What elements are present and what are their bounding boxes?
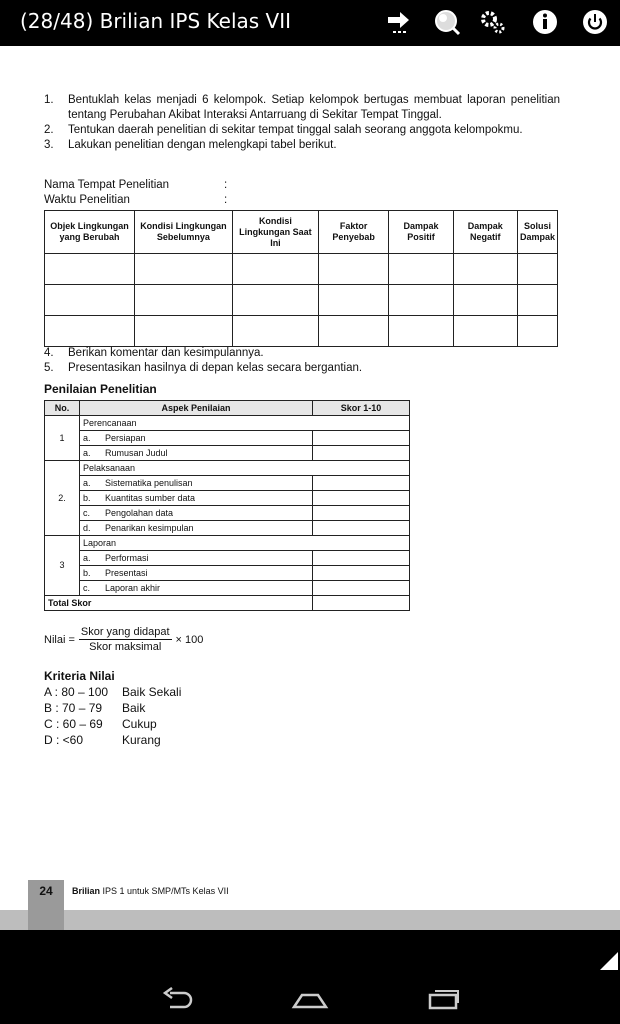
column-header: Faktor Penyebab	[319, 211, 389, 254]
app-title: (28/48) Brilian IPS Kelas VII	[20, 9, 292, 33]
table-row: d. Penarikan kesimpulan	[45, 521, 410, 536]
instruction-item: 3. Lakukan penelitian dengan melengkapi tabel berikut.	[44, 139, 337, 151]
table-row: 3 Laporan	[45, 536, 410, 551]
criteria-title: Kriteria Nilai	[44, 669, 115, 683]
back-icon[interactable]	[158, 984, 198, 1014]
observation-table	[44, 210, 558, 347]
page-number: 24	[28, 880, 64, 930]
instruction-list	[44, 93, 560, 153]
score-cell	[313, 476, 410, 491]
assessment-table	[44, 400, 410, 611]
table-row: a. Persiapan	[45, 431, 410, 446]
score-formula: Nilai = $\frac{\text{Skor yang didapat}}{\text{Skor maksimal}}$ × 100	[44, 626, 204, 653]
table-row	[45, 316, 558, 347]
column-header: Kondisi Lingkungan Saat Ini	[232, 211, 318, 254]
column-header: Dampak Positif	[389, 211, 453, 254]
score-cell	[313, 566, 410, 581]
settings-icon[interactable]	[478, 7, 508, 37]
score-cell	[313, 596, 410, 611]
recent-apps-icon[interactable]	[424, 984, 464, 1014]
column-header: Objek Lingkungan yang Berubah	[45, 211, 135, 254]
column-header: Solusi Dampak	[517, 211, 557, 254]
table-row: a. Performasi	[45, 551, 410, 566]
table-row: a. Sistematika penulisan	[45, 476, 410, 491]
score-cell	[313, 491, 410, 506]
column-header: Aspek Penilaian	[80, 401, 313, 416]
fraction: $\frac{\text{Skor yang didapat}}{\text{Skor maksimal}}$	[80, 626, 170, 653]
table-row: c. Pengolahan data	[45, 506, 410, 521]
score-cell	[313, 551, 410, 566]
score-cell	[313, 446, 410, 461]
footer-band	[0, 910, 620, 930]
grading-criteria	[44, 668, 181, 748]
resize-corner-icon[interactable]	[598, 950, 620, 972]
score-cell	[313, 506, 410, 521]
table-row: 2. Pelaksanaan	[45, 461, 410, 476]
list-item: D : <60 Kurang	[44, 733, 161, 747]
table-row: b. Presentasi	[45, 566, 410, 581]
table-row: b. Kuantitas sumber data	[45, 491, 410, 506]
assessment-title: Penilaian Penelitian	[44, 382, 157, 396]
total-row: Total Skor	[45, 596, 410, 611]
column-header: No.	[45, 401, 80, 416]
column-header: Skor 1-10	[313, 401, 410, 416]
book-page	[0, 46, 620, 930]
next-arrow-icon[interactable]	[383, 7, 413, 37]
score-cell	[313, 581, 410, 596]
research-info: Nama Tempat Penelitian : Waktu Penelitian :	[44, 179, 228, 206]
list-item: C : 60 – 69 Cukup	[44, 717, 157, 731]
table-header-row	[45, 401, 410, 416]
info-icon[interactable]	[530, 7, 560, 37]
list-item: A : 80 – 100 Baik Sekali	[44, 685, 182, 699]
table-row	[45, 254, 558, 285]
table-header-row	[45, 211, 558, 254]
instruction-item: 4. Berikan komentar dan kesimpulannya.	[44, 347, 264, 359]
page-footer	[0, 880, 620, 930]
table-row: a. Rumusan Judul	[45, 446, 410, 461]
list-item: B : 70 – 79 Baik	[44, 701, 146, 715]
time-label: Waktu Penelitian	[44, 194, 130, 206]
place-label: Nama Tempat Penelitian	[44, 179, 170, 191]
instruction-item: 1. Bentuklah kelas menjadi 6 kelompok. Setiap kelompok bertugas membuat laporan penelitian tentang Perubahan Akibat Interaksi Antarruang di Sekitar Tempat Tinggal.	[44, 94, 560, 121]
score-cell	[313, 431, 410, 446]
table-row	[45, 285, 558, 316]
footer-text: Brilian IPS 1 untuk SMP/MTs Kelas VII	[72, 886, 229, 896]
instruction-item: 2. Tentukan daerah penelitian di sekitar tempat tinggal salah seorang anggota kelompokmu.	[44, 124, 523, 136]
navigation-bar	[0, 930, 620, 1024]
home-icon[interactable]	[290, 984, 330, 1014]
power-icon[interactable]	[580, 7, 610, 37]
column-header: Dampak Negatif	[453, 211, 517, 254]
search-icon[interactable]	[432, 7, 462, 37]
column-header: Kondisi Lingkungan Sebelumnya	[135, 211, 233, 254]
table-row: c. Laporan akhir	[45, 581, 410, 596]
instruction-list-continued	[44, 346, 560, 376]
table-row: 1 Perencanaan	[45, 416, 410, 431]
score-cell	[313, 521, 410, 536]
instruction-item: 5. Presentasikan hasilnya di depan kelas secara bergantian.	[44, 362, 363, 374]
app-bar	[0, 0, 620, 46]
